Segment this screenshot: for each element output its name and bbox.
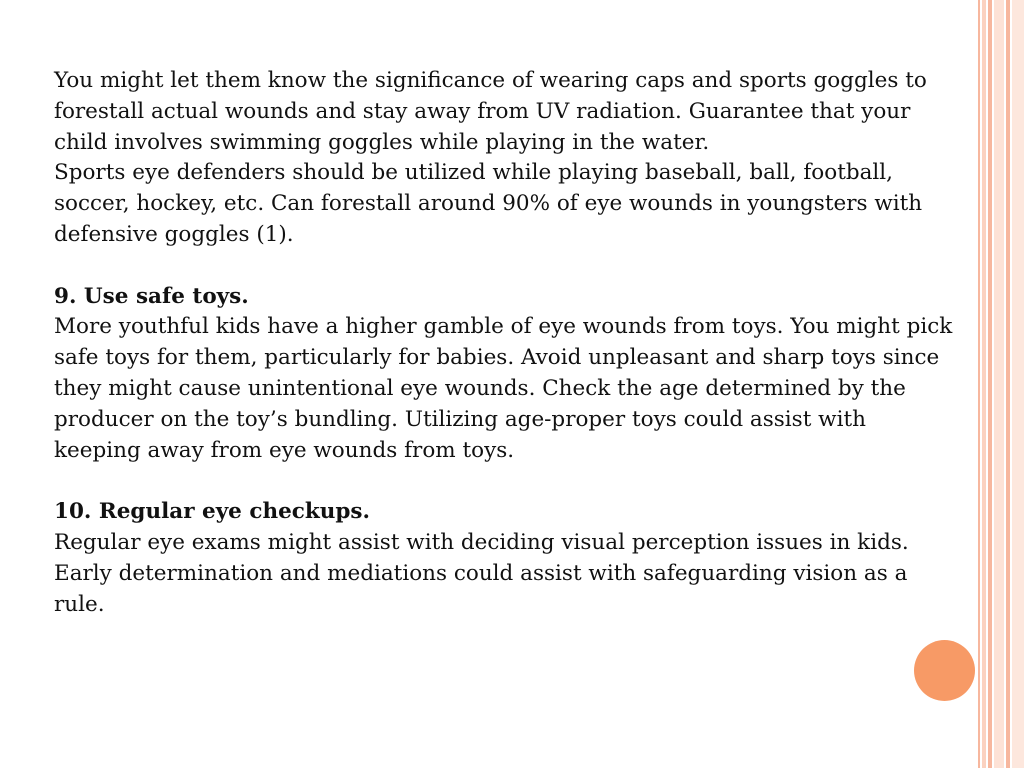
border-stripe [978,0,980,768]
border-stripe [994,0,1004,768]
section-10-heading: 10. Regular eye checkups. [54,499,370,525]
border-stripe [982,0,986,768]
section-9-heading: 9. Use safe toys. [54,283,249,309]
spacer [54,466,954,497]
decorative-circle [914,640,975,701]
intro-paragraph-2: Sports eye defenders should be utilized while playing baseball, ball, football, soccer, hockey, etc. Can forestall around 90% of eye wounds in youngsters with defensive goggles (1). [54,160,923,247]
section-9-body: More youthful kids have a higher gamble of eye wounds from toys. You might pick safe toys for them, particularly for babies. Avoid unpleasant and sharp toys since they might cause unintentional eye wounds. Check the age determined by the producer on the toy’s bundling. Utilizing age-proper toys could assist with keeping away from eye wounds from toys. [54,314,953,463]
intro-paragraph-1: You might let them know the significance of wearing caps and sports goggles to forestall actual wounds and stay away from UV radiation. Guarantee that your child involves swimming goggles while playing in the water. [54,68,927,155]
spacer [54,251,954,282]
border-stripe [1006,0,1010,768]
section-10-body: Regular eye exams might assist with deciding visual perception issues in kids. Early determination and mediations could assist with safeguarding vision as a rule. [54,529,909,617]
border-stripe [1012,0,1024,768]
slide-content [54,66,954,620]
border-stripe [988,0,992,768]
